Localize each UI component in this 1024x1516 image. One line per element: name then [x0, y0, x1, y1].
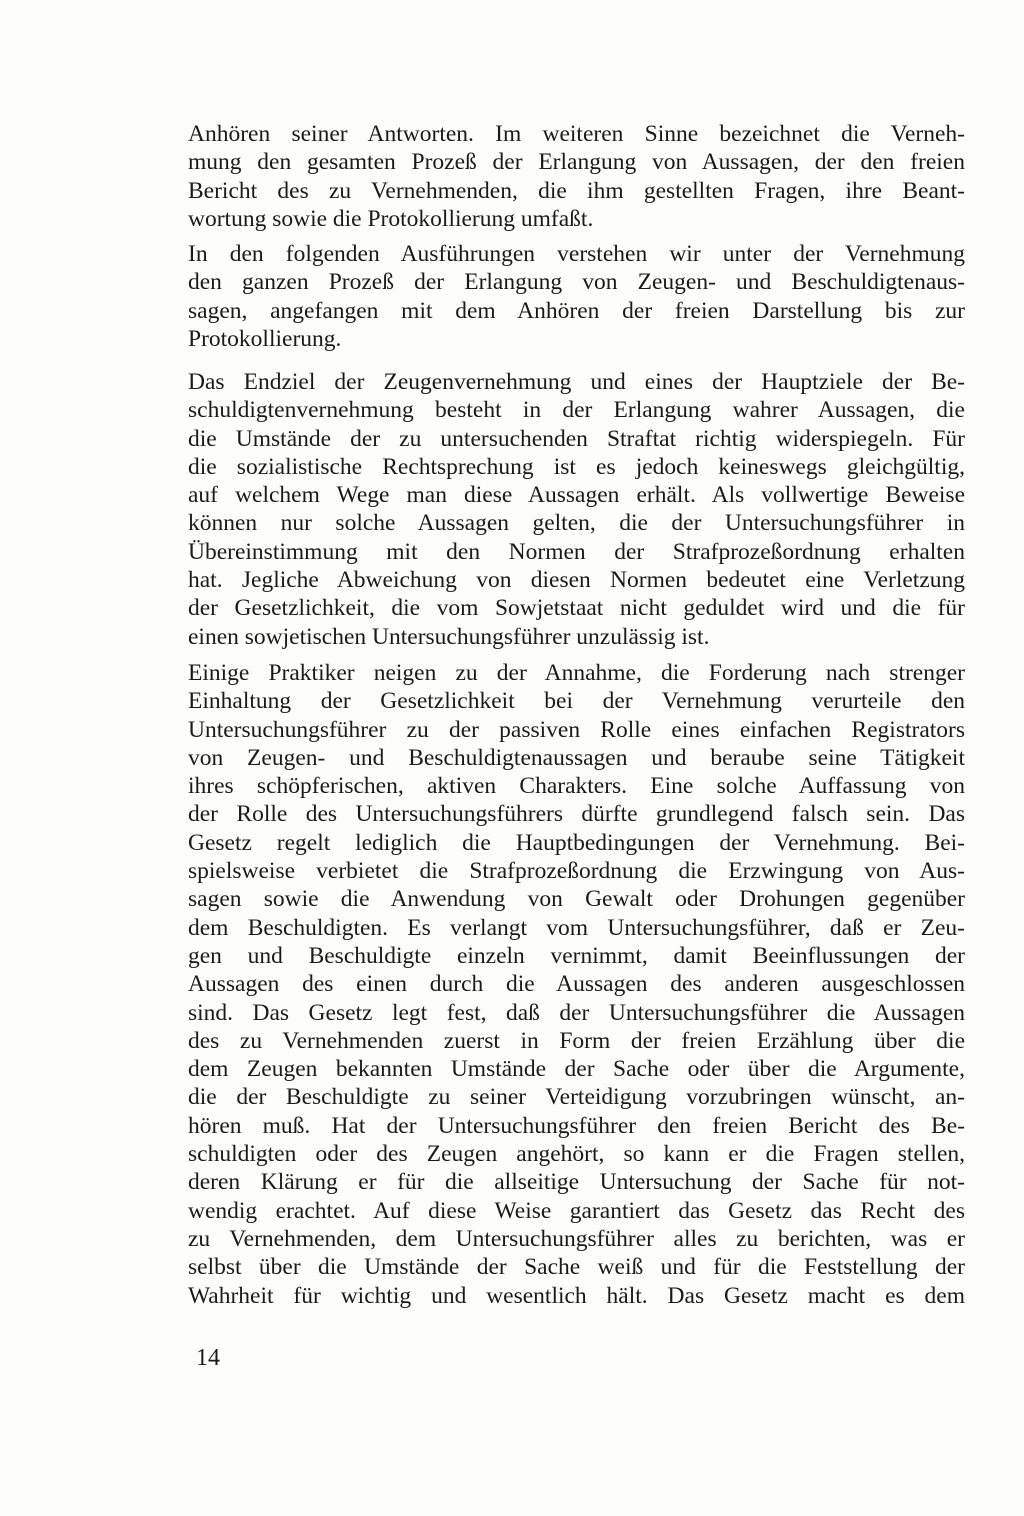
text-line: dem Beschuldigten. Es verlangt vom Untersuchungsführer, daß er Zeu- — [188, 914, 965, 941]
paragraph-2 — [188, 240, 965, 353]
text-line: selbst über die Umstände der Sache weiß und für die Feststellung der — [188, 1254, 965, 1281]
paragraph-3 — [188, 368, 965, 651]
text-line: Protokollierung. — [188, 325, 342, 352]
text-line: die sozialistische Rechtsprechung ist es jedoch keineswegs gleichgültig, — [188, 453, 965, 480]
text-line: hören muß. Hat der Untersuchungsführer den freien Bericht des Be- — [188, 1112, 965, 1139]
text-line: des zu Vernehmenden zuerst in Form der freien Erzählung über die — [188, 1027, 965, 1054]
text-line: schuldigtenvernehmung besteht in der Erlangung wahrer Aussagen, die — [188, 397, 965, 424]
text-line: Bericht des zu Vernehmenden, die ihm gestellten Fragen, ihre Beant- — [188, 177, 965, 204]
text-line: Wahrheit für wichtig und wesentlich hält. Das Gesetz macht es dem — [188, 1282, 965, 1309]
text-line: der Gesetzlichkeit, die vom Sowjetstaat nicht geduldet wird und die für — [188, 595, 965, 622]
text-line: Übereinstimmung mit den Normen der Strafprozeßordnung erhalten — [188, 538, 965, 565]
text-line: Aussagen des einen durch die Aussagen des anderen ausgeschlossen — [188, 971, 965, 998]
text-line: In den folgenden Ausführungen verstehen wir unter der Vernehmung — [188, 241, 965, 267]
text-line: einen sowjetischen Untersuchungsführer unzulässig ist. — [188, 623, 710, 650]
paragraph-4 — [188, 659, 965, 1310]
text-line: sagen sowie die Anwendung von Gewalt oder Drohungen gegenüber — [188, 886, 965, 913]
page-number: 14 — [196, 1345, 220, 1371]
text-line: deren Klärung er für die allseitige Untersuchung der Sache für not- — [188, 1169, 965, 1196]
text-line: wortung sowie die Protokollierung umfaßt. — [188, 205, 594, 232]
text-line: den ganzen Prozeß der Erlangung von Zeugen- und Beschuldigtenaus- — [188, 269, 965, 296]
text-line: Einige Praktiker neigen zu der Annahme, die Forderung nach strenger — [188, 660, 965, 686]
text-line: die Umstände der zu untersuchenden Straftat richtig widerspiegeln. Für — [188, 425, 965, 452]
text-line: schuldigten oder des Zeugen angehört, so kann er die Fragen stellen, — [188, 1141, 965, 1168]
text-line: sind. Das Gesetz legt fest, daß der Untersuchungsführer die Aussagen — [188, 999, 965, 1026]
text-line: der Rolle des Untersuchungsführers dürfte grundlegend falsch sein. Das — [188, 801, 965, 828]
paragraph-1 — [188, 120, 965, 233]
text-line: sagen, angefangen mit dem Anhören der freien Darstellung bis zur — [188, 297, 965, 324]
text-line: Anhören seiner Antworten. Im weiteren Sinne bezeichnet die Verneh- — [188, 121, 965, 147]
text-line: hat. Jegliche Abweichung von diesen Normen bedeutet eine Verletzung — [188, 567, 965, 594]
text-line: von Zeugen- und Beschuldigtenaussagen und beraube seine Tätigkeit — [188, 744, 965, 771]
text-line: Gesetz regelt lediglich die Hauptbedingungen der Vernehmung. Bei- — [188, 829, 965, 856]
text-line: Das Endziel der Zeugenvernehmung und eines der Hauptziele der Be- — [188, 369, 965, 395]
text-line: können nur solche Aussagen gelten, die der Untersuchungsführer in — [188, 510, 965, 537]
text-line: Einhaltung der Gesetzlichkeit bei der Vernehmung verurteile den — [188, 688, 965, 715]
text-line: dem Zeugen bekannten Umstände der Sache oder über die Argumente, — [188, 1056, 965, 1083]
text-line: ihres schöpferischen, aktiven Charakters. Eine solche Auffassung von — [188, 773, 965, 800]
text-line: zu Vernehmenden, dem Untersuchungsführer alles zu berichten, was er — [188, 1225, 965, 1252]
text-line: wendig erachtet. Auf diese Weise garantiert das Gesetz das Recht des — [188, 1197, 965, 1224]
text-line: spielsweise verbietet die Strafprozeßordnung die Erzwingung von Aus- — [188, 858, 965, 885]
text-line: Untersuchungsführer zu der passiven Rolle eines einfachen Registrators — [188, 716, 965, 743]
text-line: die der Beschuldigte zu seiner Verteidigung vorzubringen wünscht, an- — [188, 1084, 965, 1111]
text-line: mung den gesamten Prozeß der Erlangung von Aussagen, der den freien — [188, 149, 965, 176]
text-line: gen und Beschuldigte einzeln vernimmt, damit Beeinflussungen der — [188, 942, 965, 969]
text-line: auf welchem Wege man diese Aussagen erhält. Als vollwertige Beweise — [188, 482, 965, 509]
